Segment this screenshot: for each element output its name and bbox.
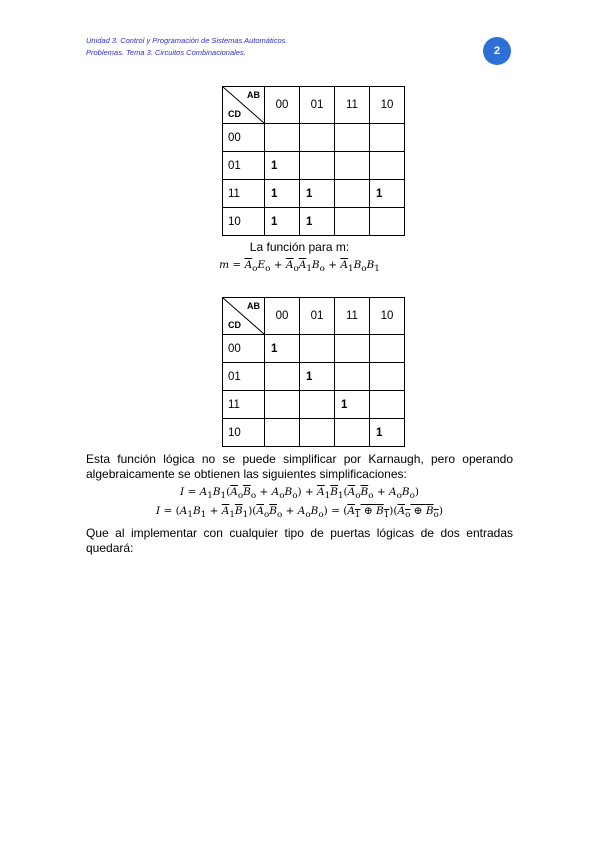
kmap-cell [335,335,370,363]
equation-i-2: $I = (A_1B_1 + \overline{A}_1\overline{B}_1)(\overline{A}_o\overline{B}_o + A_oB_o) = (A_1$ ⊕ $B_1)(A_o$ ⊕ $B_o$) [156,505,443,521]
kmap-cell [370,124,405,152]
kmap-cell [265,419,300,447]
kmap-cell: 1 [370,180,405,208]
kmap-col-header: 00 [265,87,300,124]
equation-i-1: $I = A_1B_1(\overline{A}_o\overline{B}_o + A_oB_o) + \overline{A}_1\overline{B}_1(\overline{A}_o\overline{B}_o + A_oB_o)$ [180,486,419,502]
kmap-cell: 1 [265,208,300,236]
karnaugh-map-m [222,86,405,236]
kmap-cell [370,363,405,391]
kmap-cell [335,208,370,236]
kmap-col-header: 01 [300,298,335,335]
kmap-row [223,180,405,208]
kmap-corner [223,298,265,335]
kmap-row-header: 11 [223,180,265,208]
kmap-cell: 1 [265,152,300,180]
paragraph-implementation: Que al implementar con cualquier tipo de puertas lógicas de dos entradas quedará: [86,526,513,555]
kmap-cell [335,419,370,447]
karnaugh-map-i [222,297,405,447]
kmap-row-header: 10 [223,208,265,236]
kmap-cell [300,391,335,419]
kmap-col-header: 01 [300,87,335,124]
kmap-cell: 1 [300,208,335,236]
kmap-cell [265,124,300,152]
kmap-row-header: 01 [223,152,265,180]
kmap-cell [300,124,335,152]
paragraph-simplification: Esta función lógica no se puede simplificar por Karnaugh, pero operando algebraicamente se obtienen las siguientes simplificaciones: [86,452,513,481]
kmap-cell [335,124,370,152]
kmap-row-header: 10 [223,419,265,447]
kmap-cell [335,152,370,180]
equation-m: $m = \overline{A}_oE_o + \overline{A}_o\overline{A}_1B_o + \overline{A}_1B_oB_1$ [219,259,380,275]
kmap-cell [370,208,405,236]
kmap-row [223,152,405,180]
kmap-cell [335,363,370,391]
kmap-cell [300,419,335,447]
header-unit-title: Unidad 3. Control y Programación de Sistemas Automáticos. [86,36,288,45]
kmap-cell: 1 [265,335,300,363]
kmap-row-header: 01 [223,363,265,391]
kmap-col-header: 11 [335,298,370,335]
kmap-ab-label: AB [247,90,260,100]
kmap-row [223,208,405,236]
header-section-title: Problemas. Tema 3. Circuitos Combinacionales. [86,48,246,57]
kmap-col-header: 11 [335,87,370,124]
kmap-cell: 1 [300,363,335,391]
kmap-cell: 1 [370,419,405,447]
kmap-cell [370,391,405,419]
kmap-row-header: 00 [223,335,265,363]
kmap-col-header: 00 [265,298,300,335]
kmap-row-header: 11 [223,391,265,419]
kmap-col-header: 10 [370,87,405,124]
kmap-row [223,124,405,152]
kmap-cell: 1 [335,391,370,419]
kmap-cell [300,335,335,363]
kmap-cell [370,335,405,363]
kmap-cell [265,363,300,391]
kmap-row [223,391,405,419]
kmap-header-row [223,298,405,335]
kmap-cd-label: CD [228,320,241,330]
kmap-row-header: 00 [223,124,265,152]
kmap-cell [335,180,370,208]
kmap-row [223,363,405,391]
kmap-row [223,335,405,363]
kmap-cell [370,152,405,180]
kmap-col-header: 10 [370,298,405,335]
kmap-row [223,419,405,447]
kmap-corner [223,87,265,124]
kmap-cell: 1 [265,180,300,208]
kmap-header-row [223,87,405,124]
kmap-ab-label: AB [247,301,260,311]
page-number-badge: 2 [483,37,511,65]
function-m-caption: La función para m: [249,240,350,254]
kmap-cell [300,152,335,180]
kmap-cell [265,391,300,419]
kmap-cd-label: CD [228,109,241,119]
kmap-cell: 1 [300,180,335,208]
